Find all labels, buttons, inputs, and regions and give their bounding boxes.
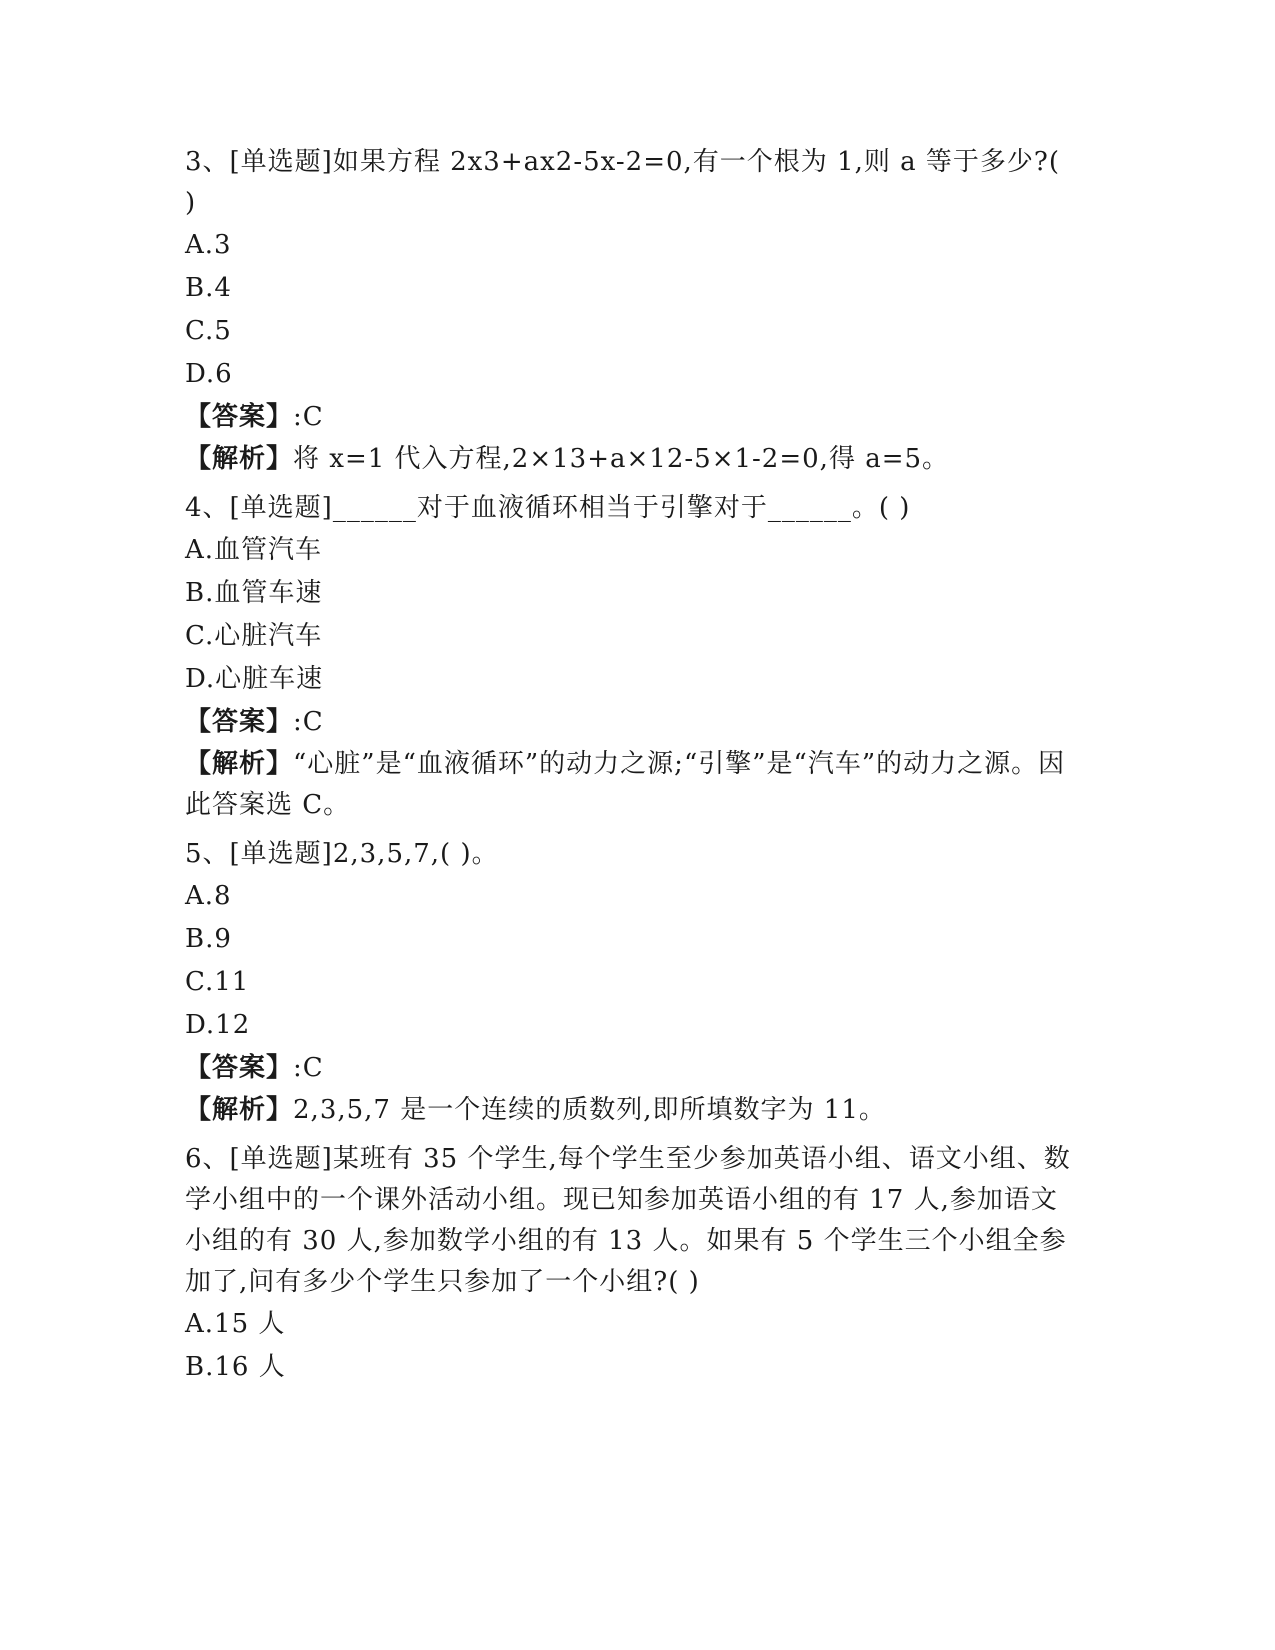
option-a: A.3: [185, 230, 232, 260]
analysis-text: 将 x=1 代入方程,2×13+a×12-5×1-2=0,得 a=5。: [293, 444, 950, 474]
question-5: [185, 834, 1075, 1131]
answer-line: [185, 701, 1075, 744]
option-b: B.16 人: [185, 1352, 286, 1382]
option-b: B.9: [185, 924, 232, 954]
option-c: C.5: [185, 316, 232, 346]
answer-value: :C: [293, 707, 324, 737]
question-4: [185, 488, 1075, 826]
option-b: B.血管车速: [185, 578, 323, 608]
option-d: D.12: [185, 1010, 251, 1040]
question-stem: 4、[单选题]______对于血液循环相当于引擎对于______。( ): [185, 493, 911, 523]
analysis-text: 2,3,5,7 是一个连续的质数列,即所填数字为 11。: [293, 1095, 886, 1125]
analysis-line: [185, 744, 1075, 826]
analysis-line: [185, 1090, 1075, 1131]
option-d: D.心脏车速: [185, 664, 324, 694]
analysis-label: 【解析】: [185, 444, 294, 474]
option-d: D.6: [185, 359, 233, 389]
option-a: A.15 人: [185, 1309, 286, 1339]
analysis-text: “心脏”是“血液循环”的动力之源;“引擎”是“汽车”的动力之源。因此答案选 C。: [185, 749, 1066, 820]
answer-value: :C: [293, 402, 324, 432]
answer-line: [185, 396, 1075, 439]
analysis-label: 【解析】: [185, 1095, 294, 1125]
exam-page: [185, 142, 1075, 1397]
answer-value: :C: [293, 1053, 324, 1083]
option-c: C.心脏汽车: [185, 621, 323, 651]
analysis-line: [185, 439, 1075, 480]
option-a: A.血管汽车: [185, 535, 323, 565]
question-stem: 3、[单选题]如果方程 2x3+ax2-5x-2=0,有一个根为 1,则 a 等于多少?( ): [185, 147, 1060, 218]
question-stem: 5、[单选题]2,3,5,7,( )。: [185, 839, 499, 869]
answer-label: 【答案】: [185, 707, 294, 737]
answer-label: 【答案】: [185, 1053, 294, 1083]
option-c: C.11: [185, 967, 250, 997]
option-a: A.8: [185, 881, 232, 911]
question-stem: 6、[单选题]某班有 35 个学生,每个学生至少参加英语小组、语文小组、数学小组中的一个课外活动小组。现已知参加英语小组的有 17 人,参加语文小组的有 30 人,参加数学小组的有 13 人。如果有 5 个学生三个小组全参加了,问有多少个学生只参加了一个小组?( ): [185, 1144, 1071, 1297]
answer-line: [185, 1047, 1075, 1090]
analysis-label: 【解析】: [185, 749, 294, 779]
question-6: [185, 1139, 1075, 1389]
option-b: B.4: [185, 273, 232, 303]
question-3: [185, 142, 1075, 480]
answer-label: 【答案】: [185, 402, 294, 432]
